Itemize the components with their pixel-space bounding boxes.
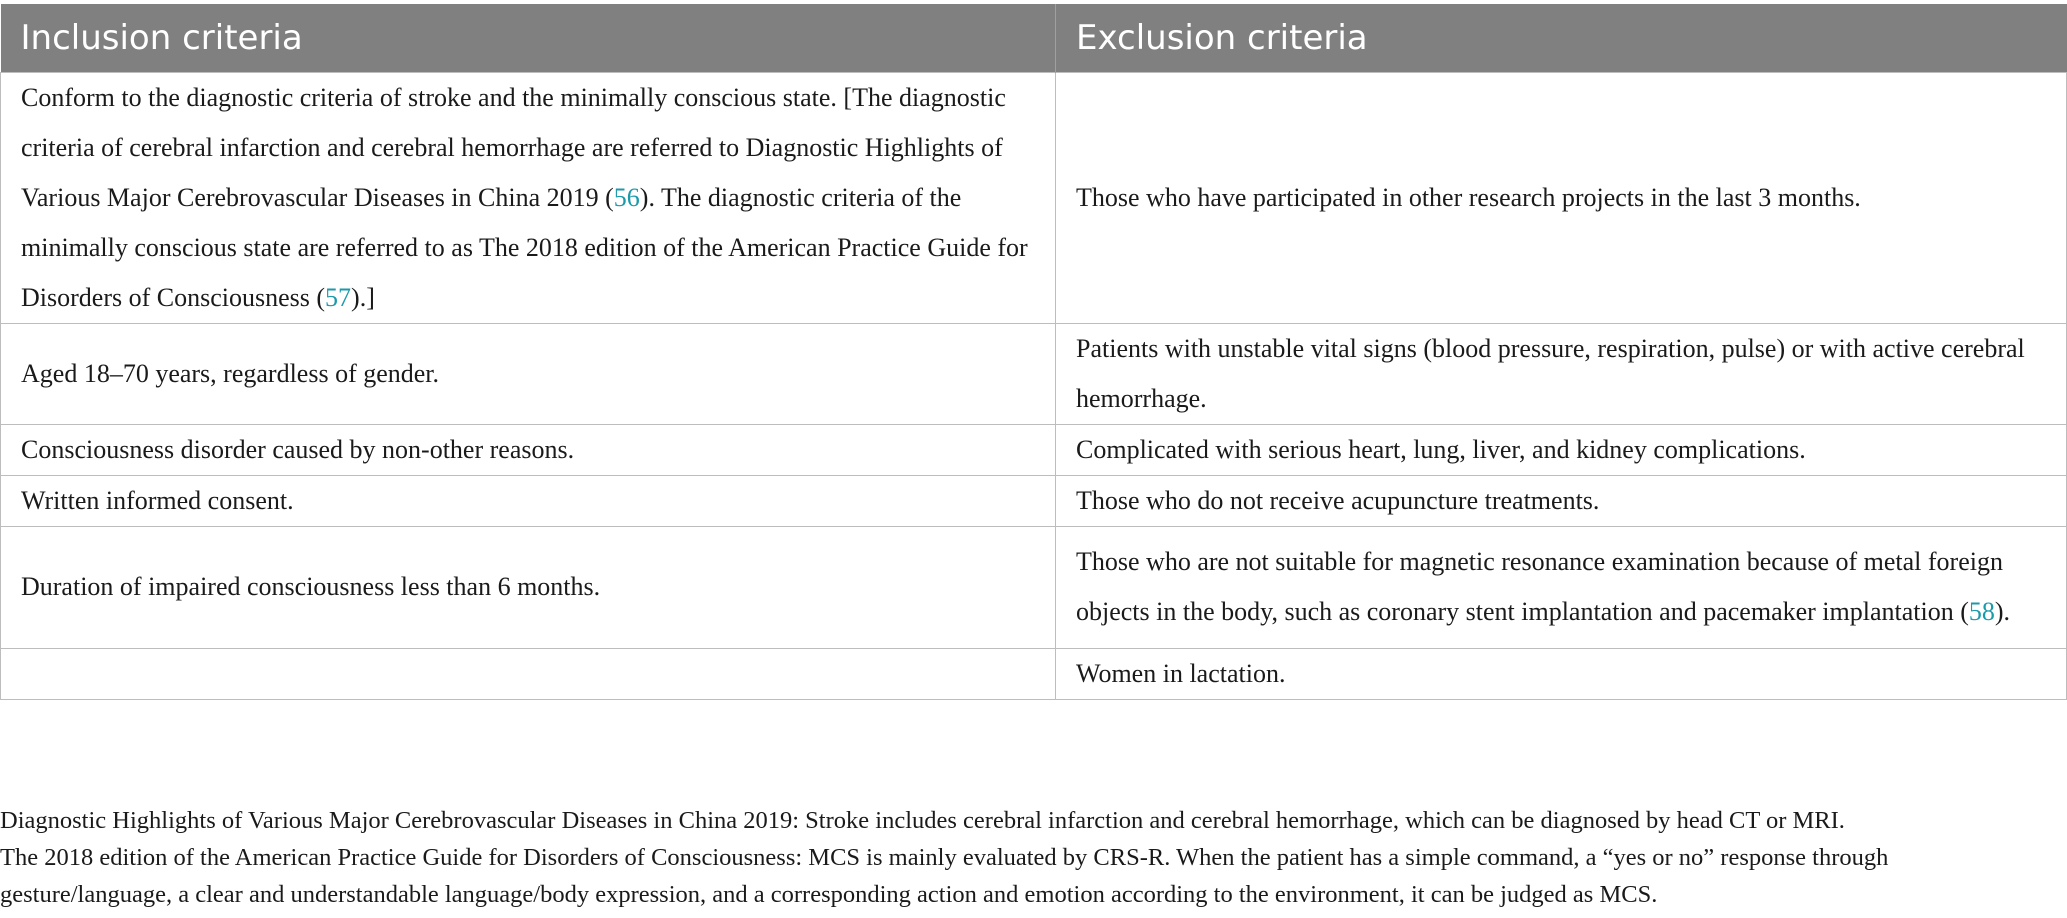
cell-text: Written informed consent. xyxy=(21,485,294,515)
footnote: The 2018 edition of the American Practice Guide for Disorders of Consciousness: MCS is mainly evaluated by CRS-R. When the patient has a simple command, a “yes or no” response through xyxy=(0,844,1889,871)
exclusion-cell xyxy=(1056,424,2067,475)
reference-link[interactable]: 58 xyxy=(1968,597,1995,626)
exclusion-cell xyxy=(1056,648,2067,699)
table-header-row xyxy=(1,4,2067,72)
exclusion-cell xyxy=(1056,526,2067,648)
cell-text: ).] xyxy=(351,282,375,312)
footnote: gesture/language, a clear and understandable language/body expression, and a corresponding action and emotion according to the environment, it can be judged as MCS. xyxy=(0,881,1658,908)
table-row xyxy=(1,648,2067,699)
cell-text: Those who do not receive acupuncture treatments. xyxy=(1076,485,1600,515)
footnote: Diagnostic Highlights of Various Major Cerebrovascular Diseases in China 2019: Stroke includes cerebral infarction and cerebral hemorrhage, which can be diagnosed by head CT or MRI. xyxy=(0,807,1845,834)
cell-text: Consciousness disorder caused by non-other reasons. xyxy=(21,434,575,464)
cell-text: Aged 18–70 years, regardless of gender. xyxy=(21,358,440,388)
table-footnotes xyxy=(0,802,2067,913)
exclusion-cell xyxy=(1056,475,2067,526)
inclusion-cell xyxy=(1,72,1056,323)
cell-text: Duration of impaired consciousness less than 6 months. xyxy=(21,572,601,601)
reference-link[interactable]: 57 xyxy=(325,282,352,312)
table-row xyxy=(1,424,2067,475)
cell-text: Those who have participated in other research projects in the last 3 months. xyxy=(1076,182,1861,212)
table-row xyxy=(1,72,2067,323)
cell-text: ). xyxy=(1994,597,2011,626)
table-row xyxy=(1,323,2067,424)
exclusion-cell xyxy=(1056,72,2067,323)
table-row xyxy=(1,475,2067,526)
header-exclusion-criteria: Exclusion criteria xyxy=(1056,4,2067,72)
cell-text: ). The diagnostic criteria of the minimally conscious state are referred to as The 2018 edition of the American Practice Guide for Disorders of Consciousness ( xyxy=(21,182,1028,312)
inclusion-cell xyxy=(1,648,1056,699)
reference-link[interactable]: 56 xyxy=(613,182,640,212)
inclusion-cell xyxy=(1,424,1056,475)
cell-text: Those who are not suitable for magnetic resonance examination because of metal foreign objects in the body, such as coronary stent implantation and pacemaker implantation ( xyxy=(1076,547,2003,626)
table-row xyxy=(1,526,2067,648)
inclusion-cell xyxy=(1,526,1056,648)
criteria-table xyxy=(0,4,2067,700)
cell-text: Conform to the diagnostic criteria of stroke and the minimally conscious state. [The diagnostic criteria of cerebral infarction and cerebral hemorrhage are referred to Diagnostic Highlights of Various Major Cerebrovascular Diseases in China 2019 ( xyxy=(21,82,1006,212)
inclusion-cell xyxy=(1,323,1056,424)
header-inclusion-criteria: Inclusion criteria xyxy=(1,4,1056,72)
cell-text: Patients with unstable vital signs (blood pressure, respiration, pulse) or with active cerebral hemorrhage. xyxy=(1076,333,2025,413)
inclusion-cell xyxy=(1,475,1056,526)
exclusion-cell xyxy=(1056,323,2067,424)
cell-text: Women in lactation. xyxy=(1076,658,1286,688)
cell-text: Complicated with serious heart, lung, liver, and kidney complications. xyxy=(1076,434,1806,464)
